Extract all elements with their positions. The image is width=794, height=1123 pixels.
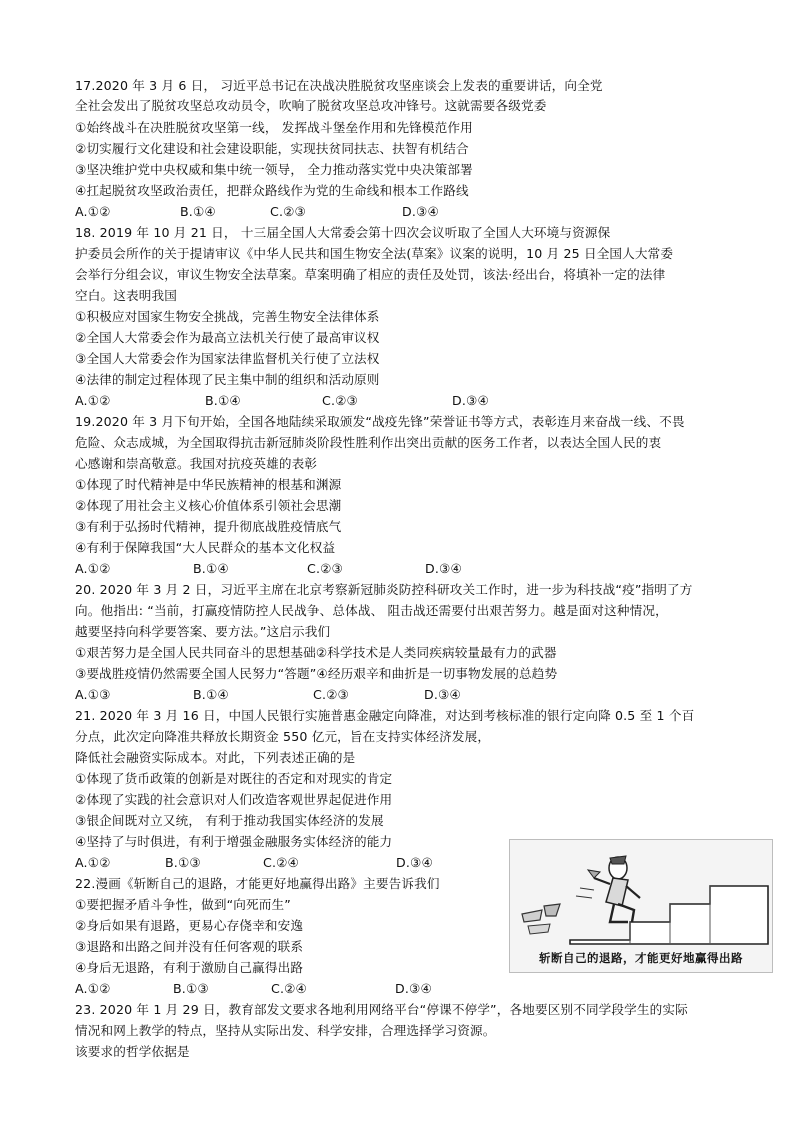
stairs-shape <box>570 886 768 944</box>
q17-option-d[interactable]: D.③④ <box>402 204 439 219</box>
q22-option-a[interactable]: A.①② <box>75 981 111 996</box>
q17-option-c[interactable]: C.②③ <box>270 204 306 219</box>
q19-stem-line2: 危险、众志成城，为全国取得抗击新冠肺炎阶段性胜利作出突出贡献的医务工作者，以表达全国人民的衷 <box>75 435 662 450</box>
q17-option-b[interactable]: B.①④ <box>180 204 216 219</box>
q20-statements-1-2: ①艰苦努力是全国人民共同奋斗的思想基础②科学技术是人类同疾病较量最有力的武器 <box>75 645 557 660</box>
q23-stem-line1: 23. 2020 年 1 月 29 日，教育部发文要求各地利用网络平台“停课不停学”，各地要区别不同学段学生的实际 <box>75 1002 688 1017</box>
q20-option-c[interactable]: C.②③ <box>313 687 349 702</box>
q20-option-d[interactable]: D.③④ <box>424 687 461 702</box>
q20-stem-line1: 20. 2020 年 3 月 2 日，习近平主席在北京考察新冠肺炎防控科研攻关工作时，进一步为科技战“疫”指明了方 <box>75 582 693 597</box>
q19-option-b[interactable]: B.①④ <box>193 561 229 576</box>
q18-statement-2: ②全国人大常委会作为最高立法机关行使了最高审议权 <box>75 330 380 345</box>
q17-statement-1: ①始终战斗在决胜脱贫攻坚第一线， 发挥战斗堡垒作用和先锋模范作用 <box>75 120 473 135</box>
q19-statement-3: ③有利于弘扬时代精神，提升彻底战胜疫情底气 <box>75 519 342 534</box>
q19-stem-line3: 心感谢和崇高敬意。我国对抗疫英雄的表彰 <box>75 456 318 471</box>
q21-option-a[interactable]: A.①② <box>75 855 111 870</box>
q22-option-b[interactable]: B.①③ <box>173 981 209 996</box>
q20-option-a[interactable]: A.①③ <box>75 687 111 702</box>
q18-option-a[interactable]: A.①② <box>75 393 111 408</box>
q20-stem-line2: 向。他指出: “当前，打赢疫情防控人民战争、总体战、 阻击战还需要付出艰苦努力。越是面对这种情况， <box>75 603 668 618</box>
cartoon-caption: 斩断自己的退路，才能更好地赢得出路 <box>539 951 743 965</box>
q22-statement-1: ①要把握矛盾斗争性，做到“向死而生” <box>75 897 291 912</box>
q17-stem-line1: 17.2020 年 3 月 6 日， 习近平总书记在决战决胜脱贫攻坚座谈会上发表的重要讲话，向全党 <box>75 78 603 93</box>
q23-stem-line3: 该要求的哲学依据是 <box>75 1044 190 1059</box>
q20-stem-line3: 越要坚持向科学要答案、要方法。”这启示我们 <box>75 624 331 639</box>
q21-statement-4: ④坚持了与时俱进，有利于增强金融服务实体经济的能力 <box>75 834 393 849</box>
q21-stem-line3: 降低社会融资实际成本。对此，下列表述正确的是 <box>75 750 356 765</box>
q17-statement-3: ③坚决维护党中央权威和集中统一领导， 全力推动落实党中央决策部署 <box>75 162 473 177</box>
q22-statement-2: ②身后如果有退路，更易心存侥幸和安逸 <box>75 918 304 933</box>
q20-statements-3-4: ③要战胜疫情仍然需要全国人民努力“答题”④经历艰辛和曲折是一切事物发展的总趋势 <box>75 666 558 681</box>
q18-statement-4: ④法律的制定过程体现了民主集中制的组织和活动原则 <box>75 372 380 387</box>
q19-statement-4: ④有利于保障我国“大人民群众的基本文化权益 <box>75 540 336 555</box>
q21-stem-line1: 21. 2020 年 3 月 16 日，中国人民银行实施普惠金融定向降准，对达到考核标准的银行定向降 0.5 至 1 个百 <box>75 708 695 723</box>
q18-statement-1: ①积极应对国家生物安全挑战，完善生物安全法律体系 <box>75 309 380 324</box>
q19-option-d[interactable]: D.③④ <box>425 561 462 576</box>
q19-option-c[interactable]: C.②③ <box>307 561 343 576</box>
q17-option-a[interactable]: A.①② <box>75 204 111 219</box>
q22-option-d[interactable]: D.③④ <box>395 981 432 996</box>
q23-stem-line2: 情况和网上教学的特点，坚持从实际出发、科学安排，合理选择学习资源。 <box>75 1023 496 1038</box>
q19-statement-1: ①体现了时代精神是中华民族精神的根基和渊源 <box>75 477 342 492</box>
q17-statement-4: ④扛起脱贫攻坚政治责任，把群众路线作为党的生命线和根本工作路线 <box>75 183 469 198</box>
q19-statement-2: ②体现了用社会主义核心价值体系引领社会思潮 <box>75 498 342 513</box>
q18-stem-line3: 会举行分组会议，审议生物安全法草案。草案明确了相应的责任及处罚，该法·经出台，将填补一定的法律 <box>75 267 666 282</box>
q21-stem-line2: 分点，此次定向降准共释放长期资金 550 亿元，旨在支持实体经济发展， <box>75 729 491 744</box>
q19-option-a[interactable]: A.①② <box>75 561 111 576</box>
q21-option-d[interactable]: D.③④ <box>396 855 433 870</box>
q20-option-b[interactable]: B.①④ <box>193 687 229 702</box>
q18-option-b[interactable]: B.①④ <box>205 393 241 408</box>
q21-option-c[interactable]: C.②④ <box>263 855 299 870</box>
q18-stem-line4: 空白。这表明我国 <box>75 288 177 303</box>
q21-statement-2: ②体现了实践的社会意识对人们改造客观世界起促进作用 <box>75 792 393 807</box>
q22-option-c[interactable]: C.②④ <box>271 981 307 996</box>
q22-stem-line1: 22.漫画《斩断自己的退路，才能更好地赢得出路》主要告诉我们 <box>75 876 440 891</box>
q22-statement-3: ③退路和出路之间并没有任何客观的联系 <box>75 939 304 954</box>
q18-statement-3: ③全国人大常委会作为国家法律监督机关行使了立法权 <box>75 351 380 366</box>
q18-option-d[interactable]: D.③④ <box>452 393 489 408</box>
q17-statement-2: ②切实履行文化建设和社会建设职能，实现扶贫同扶志、扶智有机结合 <box>75 141 469 156</box>
q17-stem-line2: 全社会发出了脱贫攻坚总攻动员令，吹响了脱贫攻坚总攻冲锋号。这就需要各级党委 <box>75 98 547 113</box>
q18-stem-line2: 护委员会所作的关于提请审议《中华人民共和国生物安全法(草案》议案的说明，10 月 25 日全国人大常委 <box>75 246 674 261</box>
q19-stem-line1: 19.2020 年 3 月下旬开始，全国各地陆续采取颁发“战疫先锋”荣誉证书等方式，表彰连月来奋战一线、不畏 <box>75 414 685 429</box>
q21-option-b[interactable]: B.①③ <box>165 855 201 870</box>
q18-option-c[interactable]: C.②③ <box>322 393 358 408</box>
q21-statement-1: ①体现了货币政策的创新是对既往的否定和对现实的肯定 <box>75 771 393 786</box>
q21-statement-3: ③银企间既对立又统， 有利于推动我国实体经济的发展 <box>75 813 384 828</box>
cartoon-image <box>509 839 773 973</box>
q18-stem-line1: 18. 2019 年 10 月 21 日， 十三届全国人大常委会第十四次会议听取了全国人大环境与资源保 <box>75 225 611 240</box>
q22-statement-4: ④身后无退路，有利于激励自己赢得出路 <box>75 960 304 975</box>
